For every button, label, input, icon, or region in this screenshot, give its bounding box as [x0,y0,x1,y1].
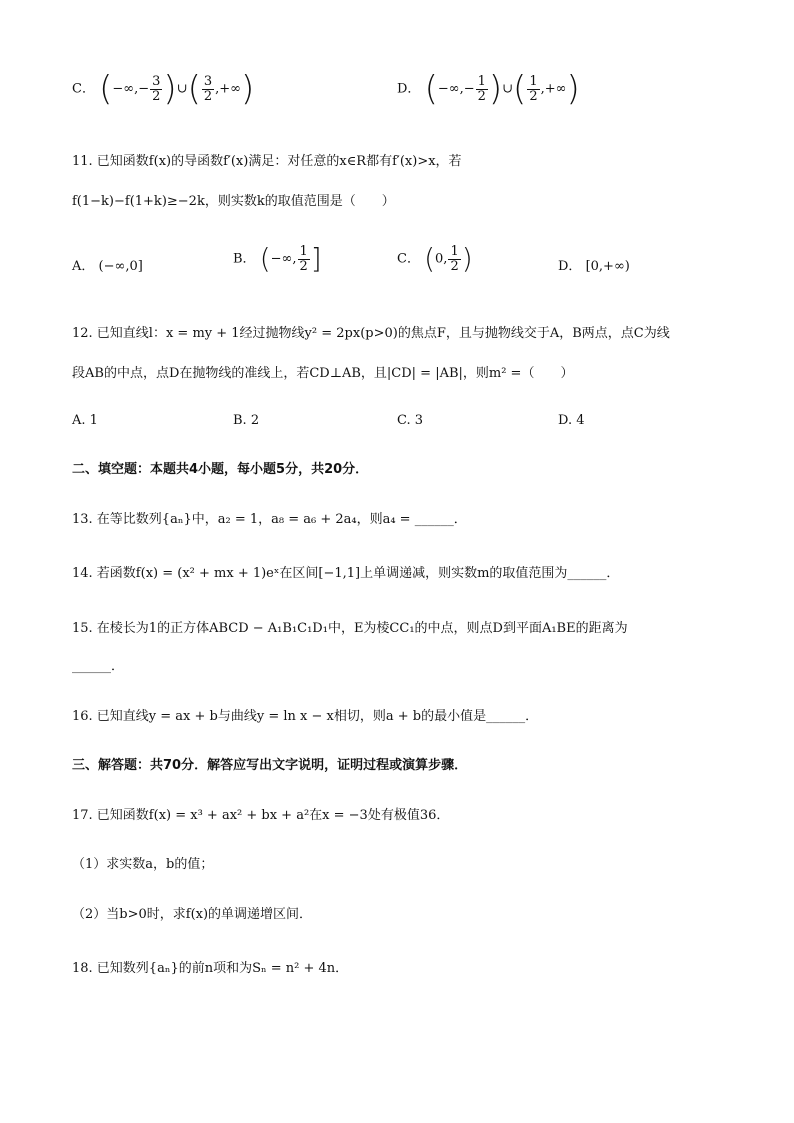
q18-stem: 18. 已知数列{aₙ}的前n项和为Sₙ = n² + 4n． [72,961,349,976]
q12-stem-line2: 段AB的中点，点D在抛物线的准线上，若CD⊥AB，且|CD| = |AB|，则m² =（ ） [72,366,574,381]
q17-part1: （1）求实数a，b的值； [72,857,214,872]
q11-option-a-label: A． [72,259,95,274]
q14-stem: 14. 若函数f(x) = (x² + mx + 1)eˣ在区间[−1,1]上单调递减，则实数m的取值范围为______． [72,566,620,581]
q10-option-d: D． (−∞,− $\frac{1}{2}$ )∪( $\frac{1}{2}$ ,+∞) [397,69,580,109]
q11-stem-line1: 11. 已知函数f(x)的导函数f′(x)满足：对任意的x∈R都有f′(x)>x，若 [72,154,462,169]
q12-option-b: B. 2 [233,413,260,428]
q11-option-b-label: B． [233,251,256,267]
q11-option-b: B． (−∞, $\frac{1}{2}$ ] [233,242,322,276]
q12-option-a: A. 1 [72,413,98,428]
q11-option-c-label: C． [397,251,420,267]
q12-option-d: D. 4 [558,413,585,428]
q11-stem-line2: f(1−k)−f(1+k)≥−2k，则实数k的取值范围是（ ） [72,194,395,209]
section-answer-heading: 三、解答题：共70分．解答应写出文字说明，证明过程或演算步骤． [72,758,468,773]
q11-option-d-label: D． [558,259,582,274]
q17-part2: （2）当b>0时，求f(x)的单调递增区间． [72,907,313,922]
q10-option-c-label: C． [72,81,95,97]
q11-option-d: D． [0,+∞) [558,259,630,274]
q11-option-a: A． (−∞,0] [72,259,143,274]
q10-option-c: C． (−∞,− $\frac{3}{2}$ )∪( $\frac{3}{2}$ ,+∞) [72,69,255,109]
q10-option-d-label: D． [397,81,421,97]
q16-stem: 16. 已知直线y = ax + b与曲线y = ln x − x相切，则a + b的最小值是______． [72,709,539,724]
q12-stem-line1: 12. 已知直线l：x = my + 1经过抛物线y² = 2px(p>0)的焦点F，且与抛物线交于A，B两点，点C为线 [72,326,670,341]
q12-option-c: C. 3 [397,413,424,428]
q15-stem-line2: ______． [72,659,125,674]
section-fill-in-heading: 二、填空题：本题共4小题，每小题5分，共20分． [72,462,369,477]
q17-stem: 17. 已知函数f(x) = x³ + ax² + bx + a²在x = −3处有极值36． [72,808,450,823]
q15-stem-line1: 15. 在棱长为1的正方体ABCD − A₁B₁C₁D₁中，E为棱CC₁的中点，则点D到平面A₁BE的距离为 [72,621,628,636]
q13-stem: 13. 在等比数列{aₙ}中，a₂ = 1，a₈ = a₆ + 2a₄，则a₄ = ______． [72,512,467,527]
q11-option-c: C． (0, $\frac{1}{2}$ ) [397,242,473,276]
